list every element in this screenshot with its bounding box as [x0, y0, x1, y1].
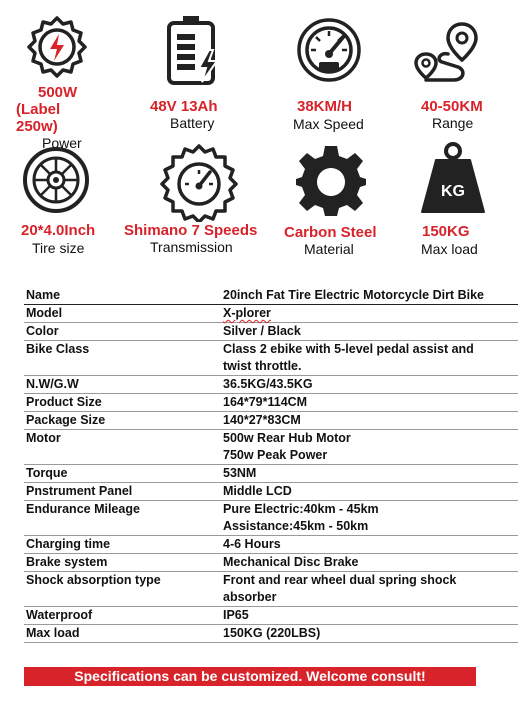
- table-row: [24, 554, 518, 572]
- spec-value-line: Class 2 ebike with 5-level pedal assist and: [223, 342, 474, 356]
- spec-value: [221, 430, 518, 465]
- weight-kg-icon: [418, 140, 488, 216]
- table-row: [24, 287, 518, 305]
- table-row: [24, 430, 518, 465]
- table-row: [24, 376, 518, 394]
- spec-key: Color: [24, 323, 221, 341]
- spec-value: 53NM: [221, 465, 518, 483]
- table-row: [24, 607, 518, 625]
- spec-value-line-2: 750w Peak Power: [223, 448, 328, 462]
- power-value-note-2: 250w): [16, 118, 58, 135]
- table-row: [24, 323, 518, 341]
- spec-key: Package Size: [24, 412, 221, 430]
- table-row: [24, 305, 518, 323]
- power-value: 500W: [38, 84, 78, 101]
- spec-value: Middle LCD: [221, 483, 518, 501]
- model-value: X-plorer: [223, 306, 271, 320]
- spec-value: 4-6 Hours: [221, 536, 518, 554]
- material-value: Carbon Steel: [284, 224, 377, 241]
- spec-value: 36.5KG/43.5KG: [221, 376, 518, 394]
- spec-value: [221, 501, 518, 536]
- kg-text: KG: [441, 183, 465, 200]
- table-row: [24, 501, 518, 536]
- spec-key: Model: [24, 305, 221, 323]
- power-label: Power: [42, 135, 82, 151]
- table-row: [24, 483, 518, 501]
- spec-key: Product Size: [24, 394, 221, 412]
- material-label: Material: [304, 241, 354, 257]
- table-row: [24, 412, 518, 430]
- customization-banner: Specifications can be customized. Welcome consult!: [24, 667, 476, 686]
- spec-value: 150KG (220LBS): [221, 625, 518, 643]
- spec-key: N.W/G.W: [24, 376, 221, 394]
- table-row: [24, 625, 518, 643]
- spec-key: Brake system: [24, 554, 221, 572]
- gear-transmission-icon: [158, 142, 240, 222]
- range-value: 40-50KM: [421, 98, 483, 115]
- spec-value-line-2: Assistance:45km - 50km: [223, 519, 369, 533]
- spec-key: Pnstrument Panel: [24, 483, 221, 501]
- range-label: Range: [432, 115, 474, 131]
- tire-value: 20*4.0Inch: [21, 222, 96, 239]
- table-row: [24, 536, 518, 554]
- battery-label: Battery: [170, 115, 215, 131]
- table-row: [24, 465, 518, 483]
- spec-value-line-2: absorber: [223, 590, 277, 604]
- spec-key: Motor: [24, 430, 221, 465]
- spec-value: IP65: [221, 607, 518, 625]
- spec-value: [221, 572, 518, 607]
- transmission-value: Shimano 7 Speeds: [124, 222, 258, 239]
- motor-power-icon: [22, 14, 92, 84]
- speed-label: Max Speed: [293, 116, 364, 132]
- spec-key: Torque: [24, 465, 221, 483]
- load-value: 150KG: [422, 223, 470, 240]
- spec-key: Charging time: [24, 536, 221, 554]
- spec-value: 140*27*83CM: [221, 412, 518, 430]
- spec-key: Max load: [24, 625, 221, 643]
- spec-value-line: Pure Electric:40km - 45km: [223, 502, 379, 516]
- table-row: [24, 572, 518, 607]
- route-range-icon: [410, 20, 482, 86]
- spec-key: Name: [24, 287, 221, 305]
- load-label: Max load: [421, 241, 478, 257]
- battery-value: 48V 13Ah: [150, 98, 218, 115]
- battery-icon: [165, 14, 225, 86]
- spec-key: Bike Class: [24, 341, 221, 376]
- spec-value-line: 500w Rear Hub Motor: [223, 431, 351, 445]
- table-row: [24, 341, 518, 376]
- spec-value-line-2: twist throttle.: [223, 359, 302, 373]
- spec-value: [221, 305, 518, 323]
- spec-value-line: Front and rear wheel dual spring shock: [223, 573, 457, 587]
- speedometer-icon: [294, 16, 364, 84]
- transmission-label: Transmission: [150, 239, 233, 255]
- wheel-tire-icon: [20, 144, 92, 216]
- power-value-note: (Label: [16, 101, 61, 118]
- spec-value: Mechanical Disc Brake: [221, 554, 518, 572]
- spec-value: 20inch Fat Tire Electric Motorcycle Dirt Bike: [221, 287, 518, 305]
- spec-key: Waterproof: [24, 607, 221, 625]
- spec-value: 164*79*114CM: [221, 394, 518, 412]
- spec-key: Shock absorption type: [24, 572, 221, 607]
- table-row: [24, 394, 518, 412]
- spec-value: [221, 341, 518, 376]
- spec-key: Endurance Mileage: [24, 501, 221, 536]
- spec-value: Silver / Black: [221, 323, 518, 341]
- steel-gear-material-icon: [294, 144, 368, 218]
- spec-table: [24, 287, 518, 643]
- speed-value: 38KM/H: [297, 98, 353, 115]
- tire-label: Tire size: [32, 240, 85, 256]
